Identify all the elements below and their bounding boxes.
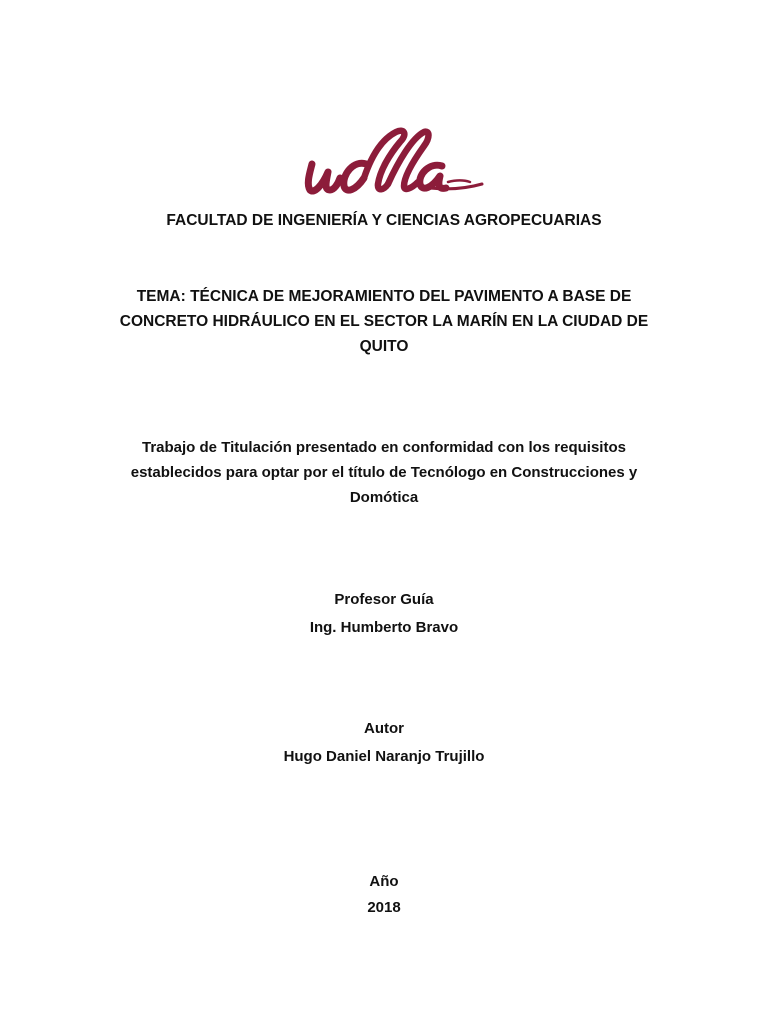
autor-name: Hugo Daniel Naranjo Trujillo bbox=[283, 748, 485, 765]
autor-label: Autor bbox=[364, 720, 404, 737]
faculty-title: FACULTAD DE INGENIERÍA Y CIENCIAS AGROPECUARIAS bbox=[166, 212, 602, 229]
anio-label: Año bbox=[369, 873, 399, 890]
profesor-label: Profesor Guía bbox=[334, 591, 434, 608]
trabajo-line-2: establecidos para optar por el título de Tecnólogo en Construcciones y bbox=[130, 464, 638, 481]
tema-line-2: CONCRETO HIDRÁULICO EN EL SECTOR LA MARÍN EN LA CIUDAD DE bbox=[119, 313, 649, 330]
udla-logo bbox=[300, 112, 490, 202]
tema-line-3: QUITO bbox=[359, 338, 409, 355]
anio-value: 2018 bbox=[367, 899, 401, 916]
trabajo-line-1: Trabajo de Titulación presentado en conformidad con los requisitos bbox=[142, 439, 626, 456]
trabajo-line-3: Domótica bbox=[349, 489, 419, 506]
tema-line-1: TEMA: TÉCNICA DE MEJORAMIENTO DEL PAVIMENTO A BASE DE bbox=[136, 288, 632, 305]
profesor-name: Ing. Humberto Bravo bbox=[309, 619, 459, 636]
